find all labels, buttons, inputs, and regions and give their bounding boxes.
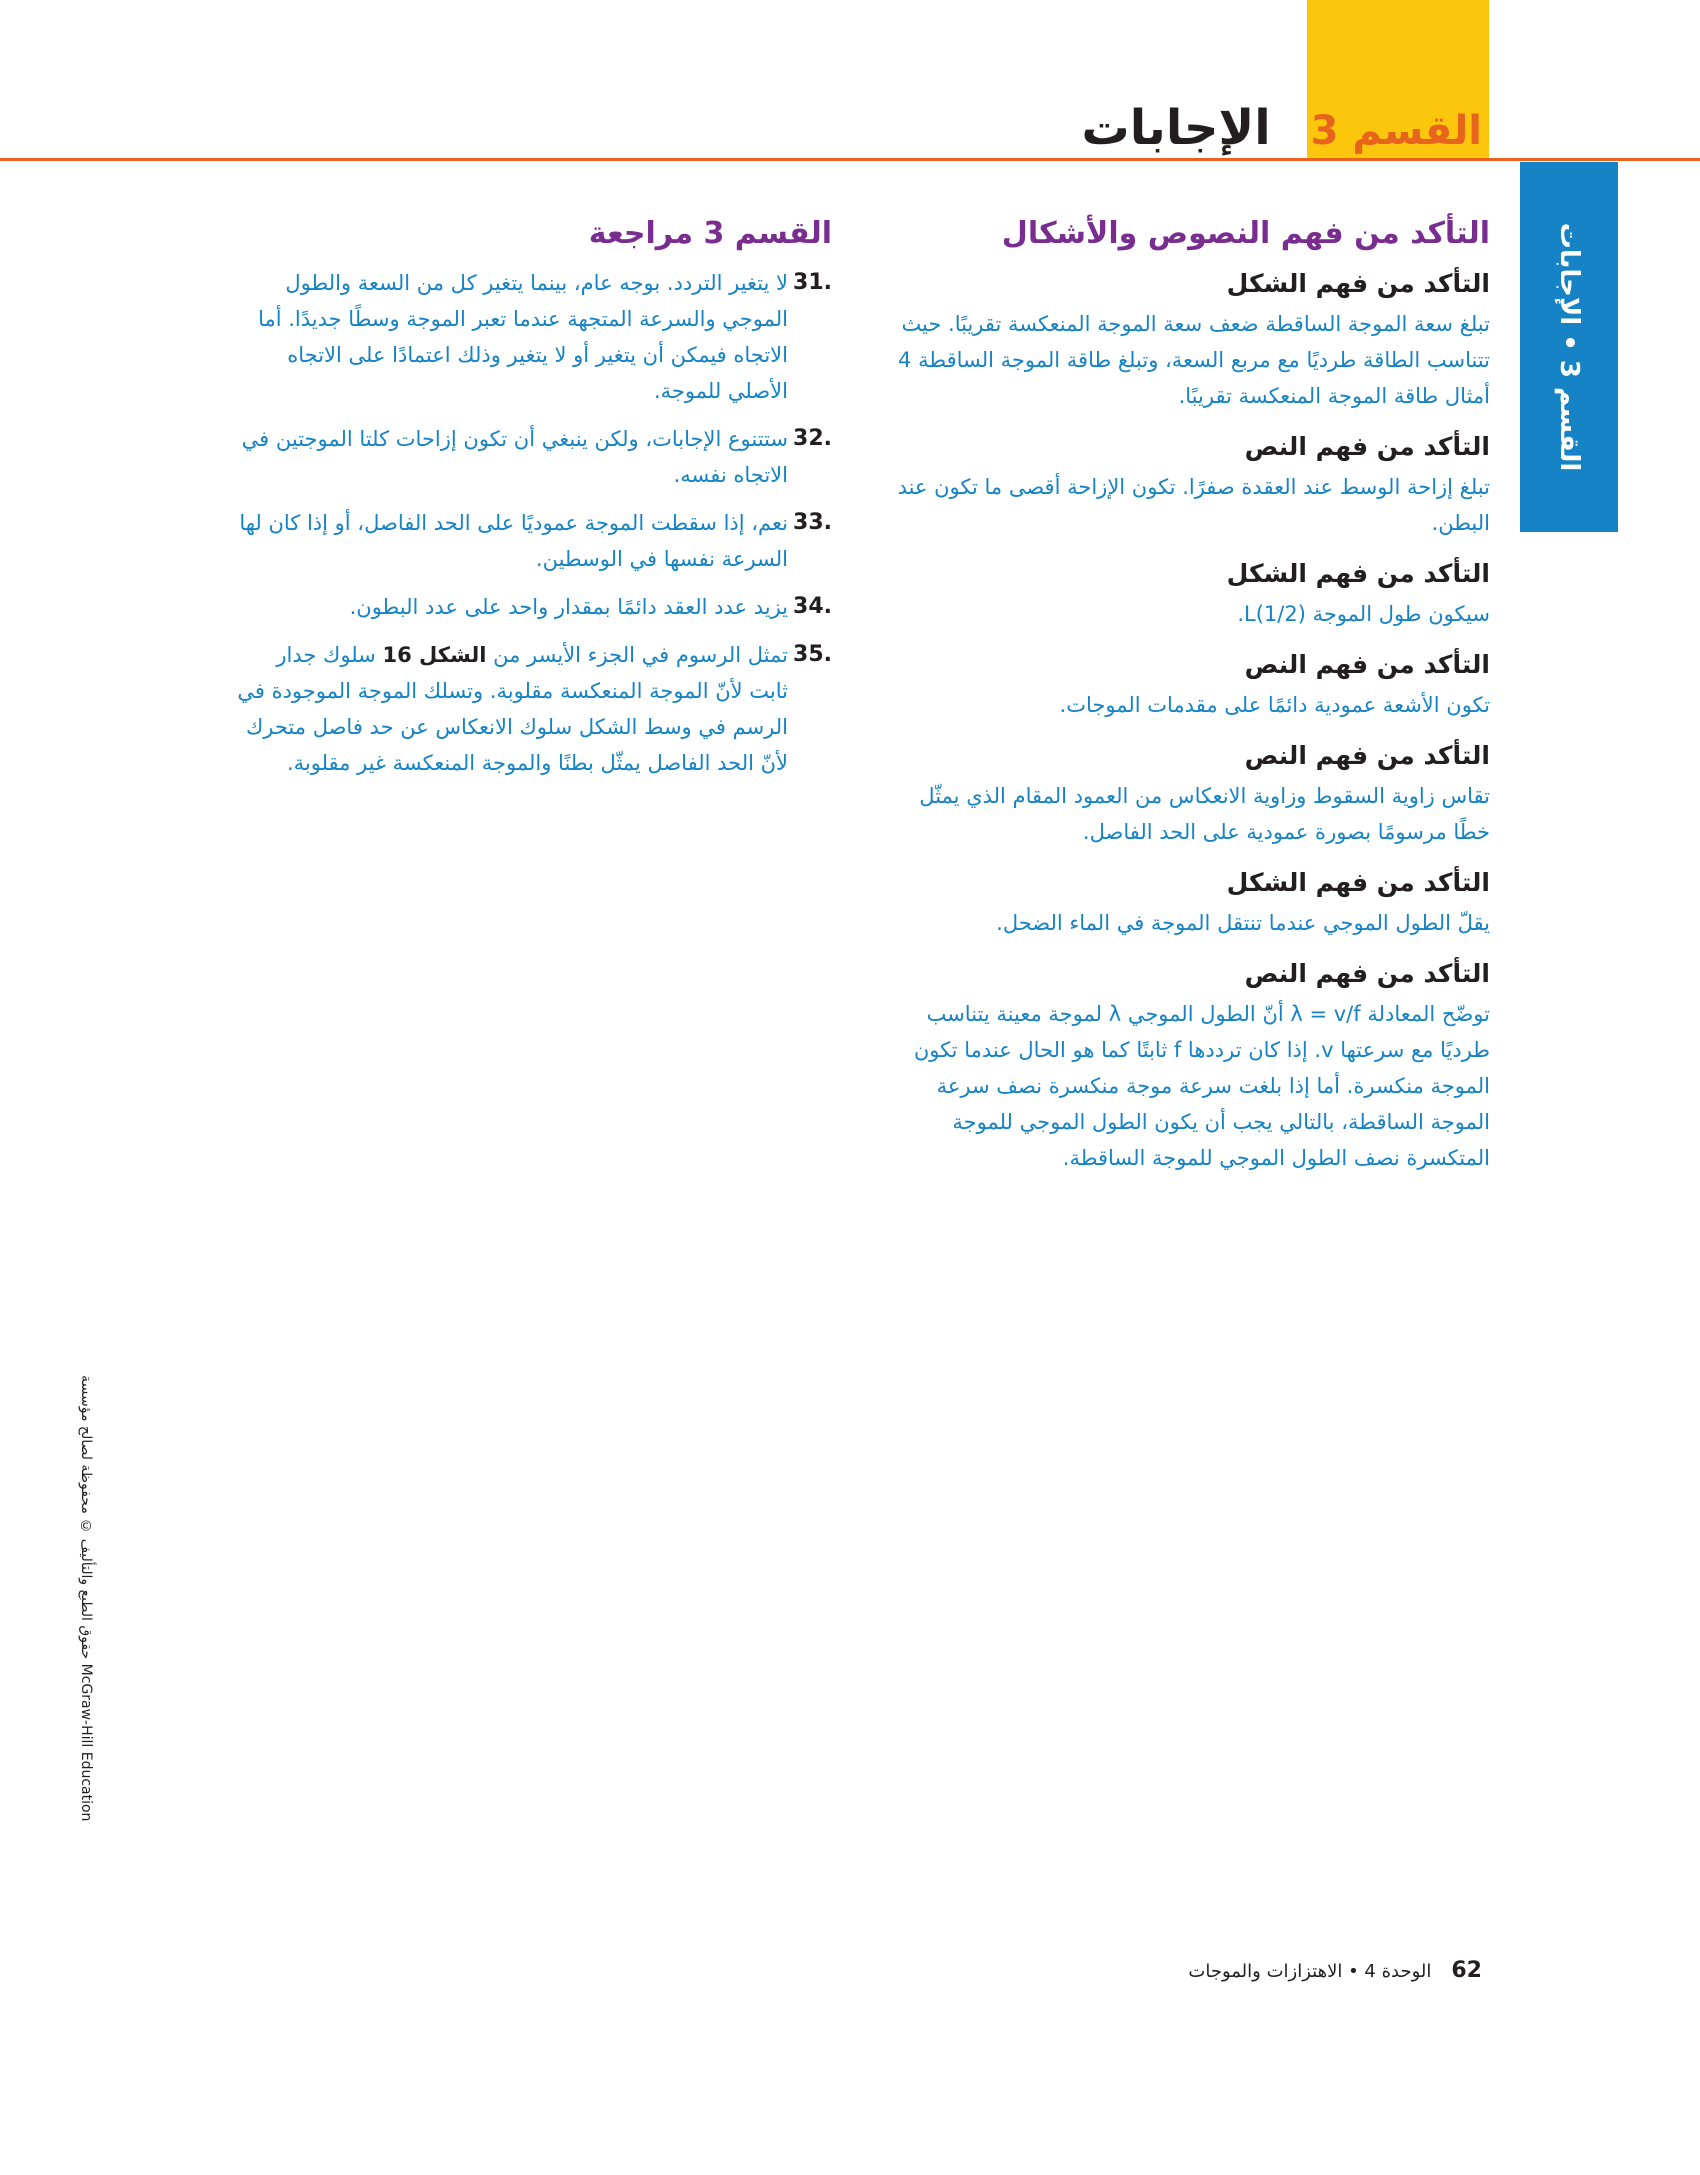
- page-header: [0, 0, 1700, 160]
- check-answer-4: تكون الأشعة عمودية دائمًا على مقدمات الموجات.: [1059, 693, 1490, 717]
- check-answer-5: تقاس زاوية السقوط وزاوية الانعكاس من العمود المقام الذي يمثّل خطًا مرسومًا بصورة عمودية على الحد الفاصل.: [919, 784, 1490, 844]
- answers-column-right: [896, 216, 1490, 1176]
- check-heading-1: التأكد من فهم الشكل: [1226, 269, 1490, 298]
- check-heading-5: التأكد من فهم النص: [1244, 741, 1490, 770]
- review-item-text-before: تمثل الرسوم في الجزء الأيسر من: [493, 643, 788, 667]
- review-item-number: 33.: [793, 510, 832, 535]
- review-item-text: يزيد عدد العقد دائمًا بمقدار واحد على عدد البطون.: [349, 595, 788, 619]
- check-answer-2: تبلغ إزاحة الوسط عند العقدة صفرًا. تكون الإزاحة أقصى ما تكون عند البطن.: [897, 475, 1490, 535]
- review-item-number: 35.: [793, 642, 832, 667]
- header-title: [1082, 100, 1482, 160]
- header-rule: [0, 158, 1700, 161]
- review-item-number: 31.: [793, 270, 832, 295]
- review-item-text-after: سلوك جدار ثابت لأنّ الموجة المنعكسة مقلوبة. وتسلك الموجة الموجودة في الرسم في وسط الشكل سلوك الانعكاس عن حد فاصل متحرك لأنّ الحد الفاصل يمثّل بطنًا والموجة المنعكسة غير مقلوبة.: [237, 643, 788, 775]
- review-item-text: [236, 637, 788, 781]
- header-main-title: الإجابات: [1081, 100, 1271, 156]
- answers-column-left: [236, 216, 832, 793]
- review-item-number: 32.: [793, 426, 832, 451]
- section-heading-check: التأكد من فهم النصوص والأشكال: [1001, 216, 1490, 251]
- side-tab: [1520, 162, 1618, 532]
- check-heading-6: التأكد من فهم الشكل: [1226, 868, 1490, 897]
- footer-unit-label: الوحدة 4 • الاهتزازات والموجات: [1188, 1961, 1432, 1982]
- section-heading-review: القسم 3 مراجعة: [588, 216, 832, 251]
- copyright-notice: حقوق الطبع والتأليف © محفوظة لصالح مؤسسة McGraw-Hill Education: [78, 1375, 94, 1822]
- header-section-label: القسم 3: [1310, 108, 1482, 154]
- review-item-text: نعم، إذا سقطت الموجة عموديًا على الحد الفاصل، أو إذا كان لها السرعة نفسها في الوسطين.: [239, 511, 788, 571]
- review-item-text: لا يتغير التردد. بوجه عام، بينما يتغير كل من السعة والطول الموجي والسرعة المتجهة عندما تعبر الموجة وسطًا جديدًا. أما الاتجاه فيمكن أن يتغير أو لا يتغير وذلك اعتمادًا على الاتجاه الأصلي للموجة.: [258, 271, 788, 403]
- check-answer-7: توضّح المعادلة λ = v/f أنّ الطول الموجي λ لموجة معينة يتناسب طرديًا مع سرعتها v. إذا كان ترددها f ثابتًا كما هو الحال عندما تكون الموجة منكسرة. أما إذا بلغت سرعة موجة منكسرة نصف سرعة الموجة الساقطة، بالتالي يجب أن يكون الطول الموجي للموجة المتكسرة نصف الطول الموجي للموجة الساقطة.: [913, 1002, 1490, 1170]
- check-heading-4: التأكد من فهم النص: [1244, 650, 1490, 679]
- page-footer: [1188, 1958, 1482, 1983]
- review-item: [236, 505, 832, 577]
- page-number: 62: [1451, 1958, 1482, 1983]
- figure-reference: الشكل 16: [382, 643, 487, 667]
- review-item: [236, 421, 832, 493]
- review-item-text: ستتنوع الإجابات، ولكن ينبغي أن تكون إزاحات كلتا الموجتين في الاتجاه نفسه.: [241, 427, 788, 487]
- review-item-number: 34.: [793, 594, 832, 619]
- check-heading-2: التأكد من فهم النص: [1244, 432, 1490, 461]
- check-heading-3: التأكد من فهم الشكل: [1226, 559, 1490, 588]
- review-item: [236, 265, 832, 409]
- check-answer-6: يقلّ الطول الموجي عندما تنتقل الموجة في الماء الضحل.: [996, 911, 1490, 935]
- review-item: [236, 637, 832, 781]
- check-heading-7: التأكد من فهم النص: [1244, 959, 1490, 988]
- check-answer-1: تبلغ سعة الموجة الساقطة ضعف سعة الموجة المنعكسة تقريبًا. حيث تتناسب الطاقة طرديًا مع مربع السعة، وتبلغ طاقة الموجة الساقطة 4 أمثال طاقة الموجة المنعكسة تقريبًا.: [898, 312, 1490, 408]
- side-tab-label: القسم 3 • الإجابات: [1554, 222, 1584, 472]
- check-answer-3: سيكون طول الموجة L(1/2).: [1237, 602, 1490, 626]
- review-item: [236, 589, 832, 625]
